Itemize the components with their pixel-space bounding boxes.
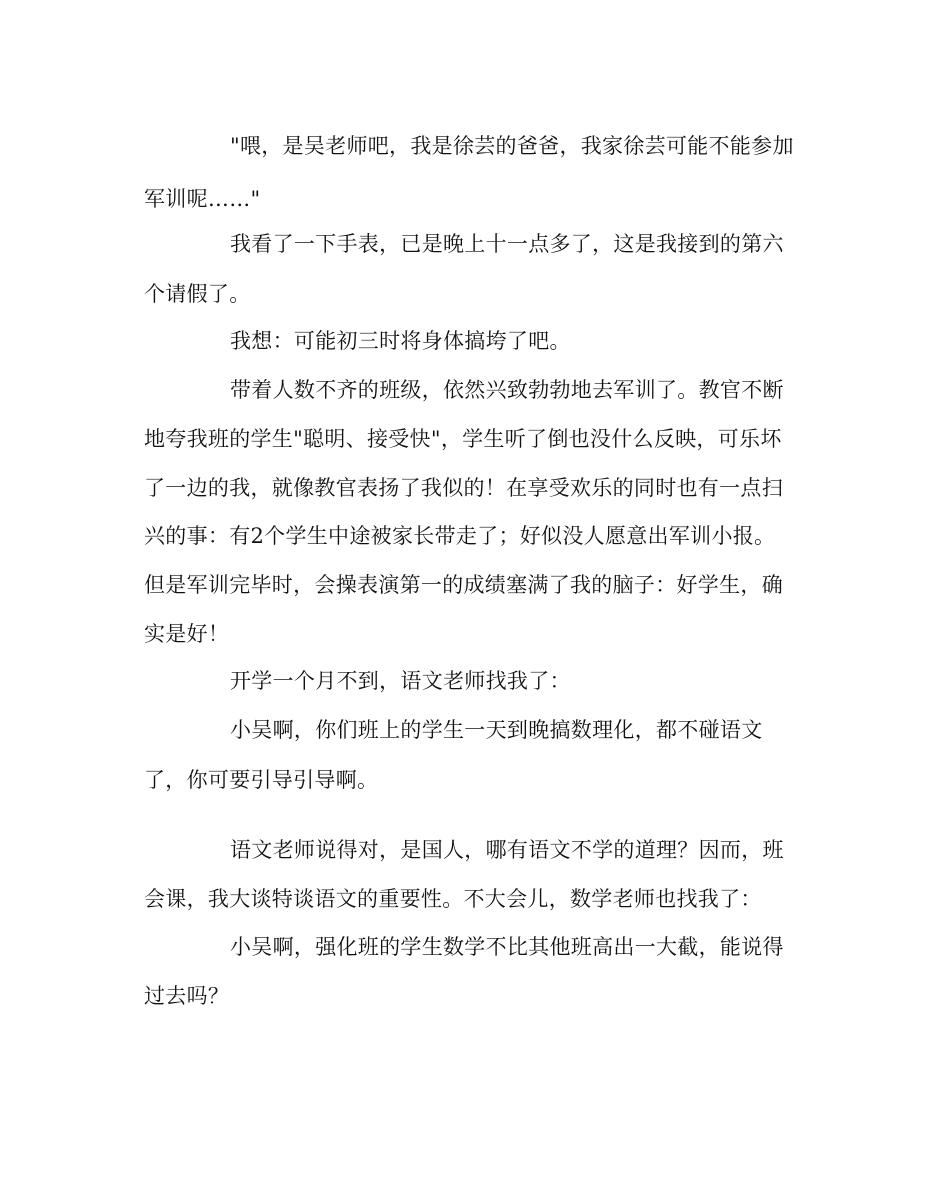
text-line: 小吴啊，你们班上的学生一天到晚搞数理化，都不碰语文 [230,718,763,742]
text-line: 语文老师说得对，是国人，哪有语文不学的道理？因而，班 [230,838,784,862]
text-line: 实是好！ [144,622,230,646]
text-line: 我看了一下手表，已是晚上十一点多了，这是我接到的第六 [230,232,784,256]
text-line: 兴的事：有2个学生中途被家长带走了；好似没人愿意出军训小报。 [144,524,776,548]
text-line: 军训呢……" [144,187,261,211]
text-line: 了一边的我，就像教官表扬了我似的！在享受欢乐的同时也有一点扫 [144,476,783,500]
text-line: 带着人数不齐的班级，依然兴致勃勃地去军训了。教官不断 [230,378,784,402]
text-line: 地夸我班的学生"聪明、接受快"，学生听了倒也没什么反映，可乐坏 [144,427,782,451]
text-line: 开学一个月不到，语文老师找我了： [230,669,571,693]
text-line: 个请假了。 [144,282,251,306]
text-line: "喂，是吴老师吧，我是徐芸的爸爸，我家徐芸可能不能参加 [230,134,794,158]
text-line: 了，你可要引导引导啊。 [144,768,379,792]
text-line: 过去吗？ [144,984,230,1008]
text-line: 我想：可能初三时将身体搞垮了吧。 [230,329,571,353]
text-line: 小吴啊，强化班的学生数学不比其他班高出一大截，能说得 [230,935,784,959]
text-line: 会课，我大谈特谈语文的重要性。不大会儿，数学老师也找我了： [144,887,762,911]
text-line: 但是军训完毕时，会操表演第一的成绩塞满了我的脑子：好学生，确 [144,573,783,597]
